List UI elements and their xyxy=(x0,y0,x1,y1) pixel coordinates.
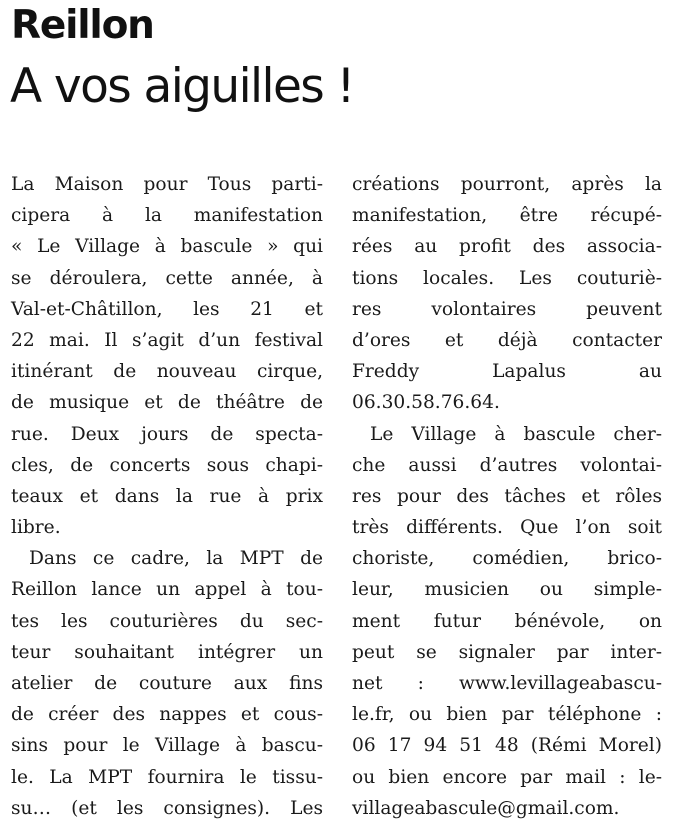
text-line: che aussi d’autres volontai- xyxy=(352,454,662,476)
text-line: net : www.levillageabascu- xyxy=(352,673,662,694)
text-line: ment futur bénévole, on xyxy=(352,610,662,632)
text-line: La Maison pour Tous parti- xyxy=(11,174,323,195)
text-line: Le Village à bascule cher- xyxy=(370,423,662,445)
text-line: itinérant de nouveau cirque, xyxy=(11,361,323,383)
text-line: ou bien encore par mail : le- xyxy=(352,766,662,788)
article-column-left xyxy=(11,169,323,824)
text-line: sins pour le Village à bascu- xyxy=(11,735,323,757)
text-line: de musique et de théâtre de xyxy=(11,392,323,414)
text-line: Reillon lance un appel à tou- xyxy=(11,579,323,601)
text-line: 06 17 94 51 48 (Rémi Morel) xyxy=(352,735,662,757)
text-line: res volontaires peuvent xyxy=(352,298,662,320)
text-line: d’ores et déjà contacter xyxy=(352,329,662,351)
text-line: atelier de couture aux fins xyxy=(11,673,323,694)
text-line: de créer des nappes et cous- xyxy=(11,704,323,726)
text-line: 22 mai. Il s’agit d’un festival xyxy=(11,329,323,351)
text-line: cipera à la manifestation xyxy=(11,205,323,227)
text-line: tions locales. Les couturiè- xyxy=(352,267,662,289)
text-line: créations pourront, après la xyxy=(352,174,662,195)
text-line: Freddy Lapalus au xyxy=(352,361,662,383)
text-line: le. La MPT fournira le tissu- xyxy=(11,766,323,788)
text-line: rue. Deux jours de specta- xyxy=(11,423,323,445)
text-line: peut se signaler par inter- xyxy=(352,641,662,663)
text-line: teaux et dans la rue à prix xyxy=(11,485,323,507)
text-line: 06.30.58.76.64. xyxy=(352,392,500,414)
text-line: « Le Village à bascule » qui xyxy=(11,236,323,258)
text-line: res pour des tâches et rôles xyxy=(352,485,662,507)
article-column-right xyxy=(352,169,662,824)
text-line: leur, musicien ou simple- xyxy=(352,579,662,601)
text-line: tes les couturières du sec- xyxy=(11,610,323,632)
text-line: très différents. Que l’on soit xyxy=(352,517,662,539)
text-line: teur souhaitant intégrer un xyxy=(11,641,323,663)
text-line: villageabascule@gmail.com. xyxy=(352,797,620,819)
text-line: rées au profit des associa- xyxy=(352,236,662,258)
text-line: cles, de concerts sous chapi- xyxy=(11,454,323,476)
text-line: se déroulera, cette année, à xyxy=(11,267,323,289)
text-line: libre. xyxy=(11,517,61,539)
article-kicker: Reillon xyxy=(11,3,154,48)
text-line: Dans ce cadre, la MPT de xyxy=(29,548,323,570)
text-line: manifestation, être récupé- xyxy=(352,205,662,227)
text-line: su… (et les consignes). Les xyxy=(11,797,323,819)
text-line: choriste, comédien, brico- xyxy=(352,548,662,570)
text-line: le.fr, ou bien par téléphone : xyxy=(352,704,662,726)
text-line: Val-et-Châtillon, les 21 et xyxy=(11,298,323,320)
article-headline: A vos aiguilles ! xyxy=(10,59,354,114)
